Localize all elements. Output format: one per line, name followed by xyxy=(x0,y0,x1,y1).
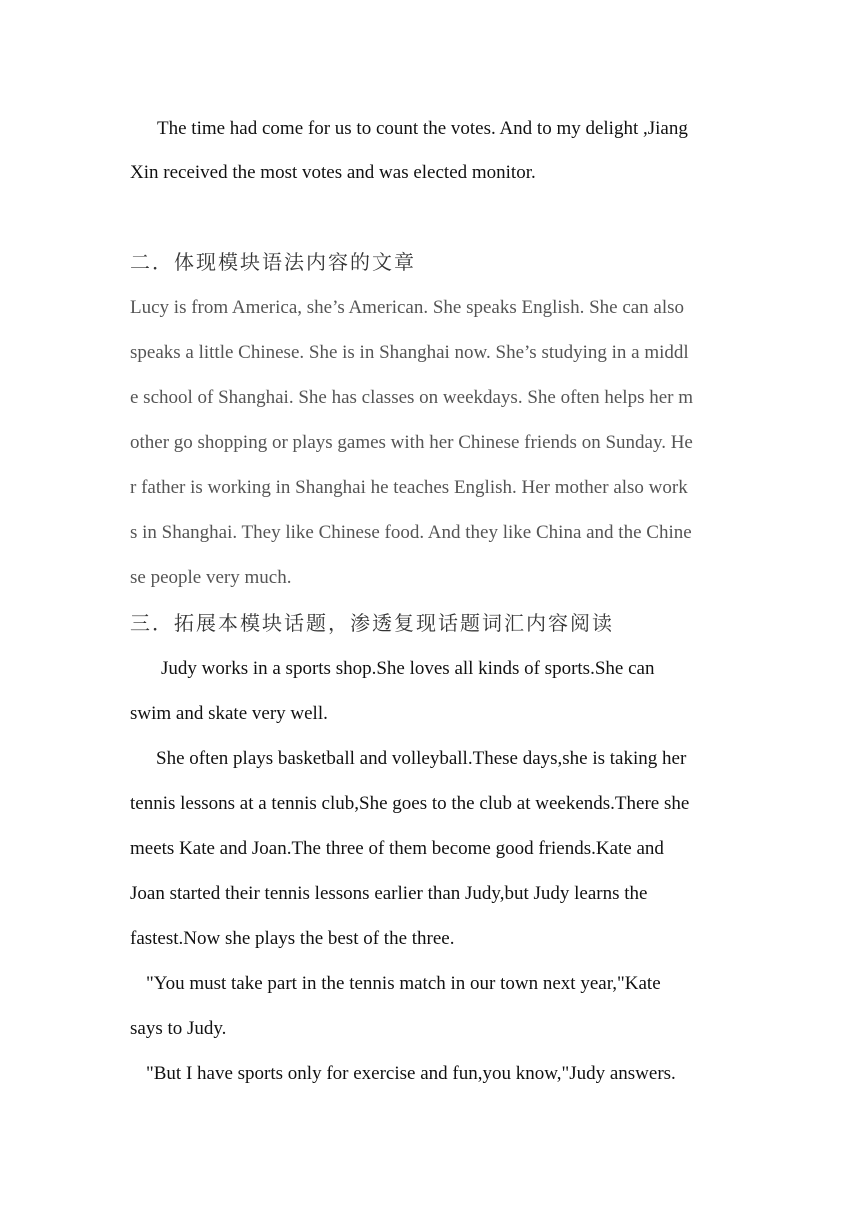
section3-line: Joan started their tennis lessons earlier than Judy,but Judy learns the xyxy=(130,883,648,904)
section3-line: "But I have sports only for exercise and fun,you know,"Judy answers. xyxy=(146,1063,676,1084)
section3-heading: 三．拓展本模块话题，渗透复现话题词汇内容阅读 xyxy=(130,611,614,635)
section3-line: fastest.Now she plays the best of the three. xyxy=(130,928,455,949)
section2-line: Lucy is from America, she’s American. She speaks English. She can also xyxy=(130,297,685,318)
section2-line: e school of Shanghai. She has classes on weekdays. She often helps her m xyxy=(130,387,694,408)
section3-line: meets Kate and Joan.The three of them become good friends.Kate and xyxy=(130,838,664,859)
para1-line: The time had come for us to count the votes. And to my delight ,Jiang xyxy=(157,118,688,139)
para1-line: Xin received the most votes and was elected monitor. xyxy=(130,162,536,183)
section3-line: says to Judy. xyxy=(130,1018,227,1039)
section2-line: se people very much. xyxy=(130,567,292,588)
section3-line: tennis lessons at a tennis club,She goes to the club at weekends.There she xyxy=(130,793,690,814)
section2-line: r father is working in Shanghai he teaches English. Her mother also work xyxy=(130,477,688,498)
section2-line: s in Shanghai. They like Chinese food. And they like China and the Chine xyxy=(130,522,692,543)
section3-line: She often plays basketball and volleyball.These days,she is taking her xyxy=(156,748,687,769)
section3-line: swim and skate very well. xyxy=(130,703,328,724)
section3-line: Judy works in a sports shop.She loves all kinds of sports.She can xyxy=(161,658,655,679)
section2-line: speaks a little Chinese. She is in Shanghai now. She’s studying in a middl xyxy=(130,342,689,363)
section3-line: "You must take part in the tennis match in our town next year,"Kate xyxy=(146,973,661,994)
section2-line: other go shopping or plays games with her Chinese friends on Sunday. He xyxy=(130,432,693,453)
section2-heading: 二．体现模块语法内容的文章 xyxy=(130,250,416,274)
